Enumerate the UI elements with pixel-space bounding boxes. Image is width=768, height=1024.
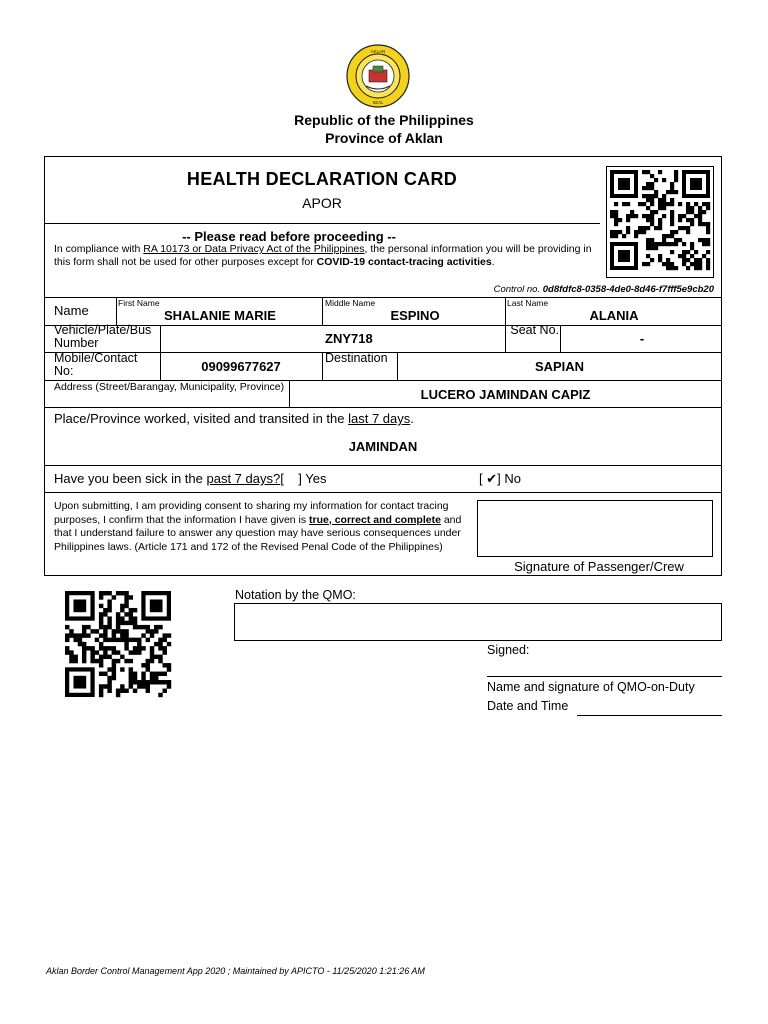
- signature-label: Signature of Passenger/Crew: [514, 559, 684, 574]
- control-value: 0d8fdfc8-0358-4de0-8d46-f7fff5e9cb20: [542, 284, 714, 295]
- vehicle-label: Vehicle/Plate/Bus Number: [54, 323, 152, 350]
- vehicle-col-sep-2: [505, 325, 506, 352]
- row-divider-7: [44, 492, 722, 493]
- address-value: LUCERO JAMINDAN CAPIZ: [420, 387, 591, 402]
- no-checkbox: [ ✔]: [479, 471, 501, 486]
- consent-part-2: and that I understand failure to answer any question may have serious consequences under Philippines laws. (Article 171 and 172 of the Revised Penal Code of the Philippines): [54, 513, 462, 553]
- name-col-sep-1: [116, 297, 117, 325]
- row-divider-5: [44, 407, 722, 408]
- read-notice: -- Please read before proceeding --: [182, 229, 396, 244]
- notice-text-2: , the personal information you will be providing in this form shall not be used for other purposes except for: [54, 243, 592, 268]
- name-label: Name: [54, 303, 89, 318]
- notice-purpose: COVID-19 contact-tracing activities: [316, 256, 492, 268]
- row-divider-6: [44, 465, 722, 466]
- name-col-sep-2: [322, 297, 323, 325]
- yes-checkbox: [ ]: [280, 471, 302, 486]
- qmo-notation-label: Notation by the QMO:: [235, 588, 356, 602]
- sick-question: [54, 471, 326, 486]
- yes-label: Yes: [305, 471, 327, 486]
- control-number: [418, 284, 714, 295]
- places-text: Place/Province worked, visited and transited in the: [54, 411, 349, 426]
- places-underlined: last 7 days: [348, 411, 411, 426]
- last-name-value: ALANIA: [589, 308, 639, 323]
- qmo-date-line: [577, 715, 722, 716]
- places-question: [54, 411, 414, 426]
- consent-emphasis: true, correct and complete: [309, 513, 441, 526]
- qmo-name-signature-label: Name and signature of QMO-on-Duty: [487, 680, 695, 694]
- vehicle-col-sep-3: [560, 325, 561, 352]
- mobile-value: 09099677627: [201, 359, 281, 374]
- vehicle-value: ZNY718: [325, 331, 373, 346]
- mobile-label: Mobile/Contact No:: [54, 351, 138, 378]
- title-divider: [44, 223, 600, 224]
- first-name-value: SHALANIE MARIE: [164, 308, 276, 323]
- privacy-notice: [54, 243, 594, 269]
- no-label: No: [504, 471, 521, 486]
- consent-text: [54, 500, 472, 554]
- destination-label: Destination: [325, 352, 388, 365]
- category-label: APOR: [302, 195, 342, 211]
- svg-text:SEAL: SEAL: [372, 100, 384, 105]
- sick-underlined: past 7 days?: [206, 471, 281, 486]
- sick-text: Have you been sick in the: [54, 471, 207, 486]
- seat-label: Seat No.: [510, 323, 559, 337]
- places-value: JAMINDAN: [348, 439, 418, 454]
- qmo-notation-box[interactable]: [234, 603, 722, 641]
- republic-heading: Republic of the Philippines: [294, 112, 474, 128]
- middle-name-label: Middle Name: [325, 298, 376, 308]
- seat-value: -: [639, 331, 645, 346]
- notice-law-ref: RA 10173 or Data Privacy Act of the Philippines: [143, 243, 365, 255]
- contact-col-sep-2: [322, 352, 323, 380]
- middle-name-value: ESPINO: [390, 308, 440, 323]
- last-name-label: Last Name: [507, 298, 549, 308]
- notice-text-1: In compliance with: [54, 243, 144, 255]
- province-heading: Province of Aklan: [325, 130, 443, 146]
- qmo-signed-label: Signed:: [487, 643, 530, 657]
- card-title: HEALTH DECLARATION CARD: [186, 169, 458, 189]
- qmo-signature-line: [487, 676, 722, 677]
- vehicle-col-sep-1: [160, 325, 161, 352]
- consent-part-1: Upon submitting, I am providing consent to sharing my information for contact tracing purposes, I confirm that the information I have given is: [54, 500, 449, 526]
- name-col-sep-3: [505, 297, 506, 325]
- no-option: [479, 471, 521, 487]
- qr-code-bottom-icon: [62, 588, 174, 700]
- notice-text-end: .: [491, 256, 495, 268]
- qr-code-icon: [606, 166, 714, 278]
- footer-text: Aklan Border Control Management App 2020 ; Maintained by APICTO - 11/25/2020 1:21:26 AM: [46, 966, 425, 976]
- svg-text:AKLAN: AKLAN: [370, 49, 386, 54]
- control-label: Control no.: [493, 284, 541, 295]
- province-seal-logo: [346, 44, 410, 108]
- places-end: .: [410, 411, 414, 426]
- address-label: Address (Street/Barangay, Municipality, Province): [54, 381, 285, 393]
- signature-box[interactable]: [477, 500, 713, 557]
- qmo-date-label: Date and Time: [487, 699, 569, 713]
- destination-value: SAPIAN: [534, 359, 585, 374]
- first-name-label: First Name: [118, 298, 160, 308]
